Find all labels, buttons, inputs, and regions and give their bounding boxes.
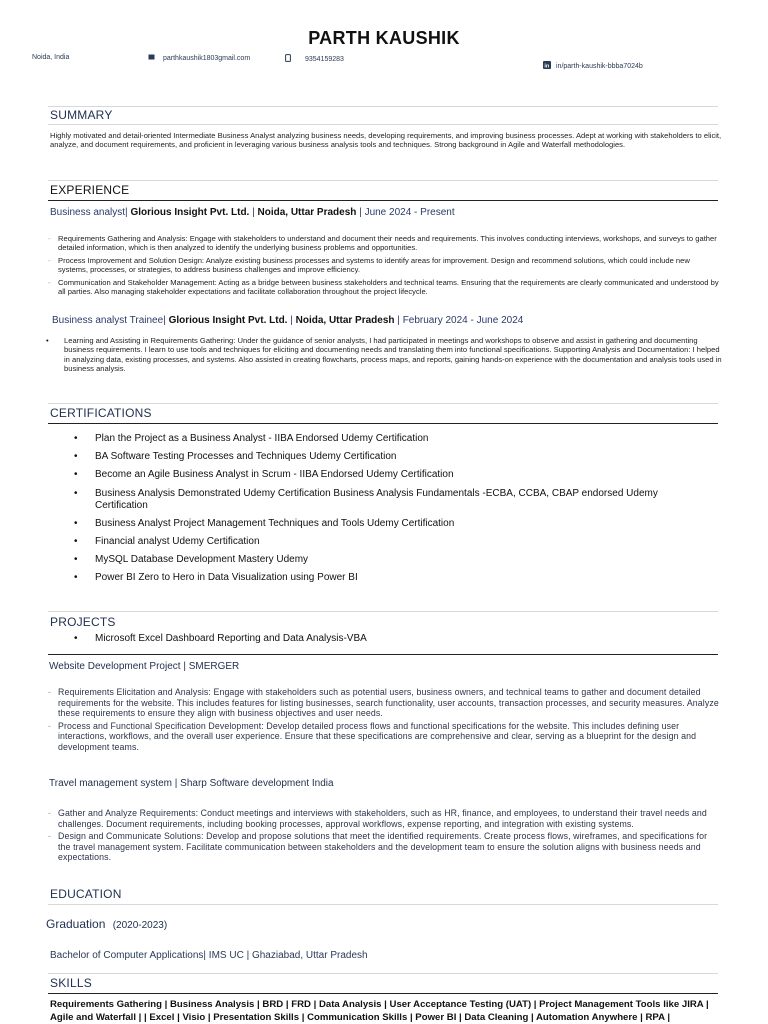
certifications-heading: CERTIFICATIONS bbox=[50, 406, 152, 420]
skills-text: Requirements Gathering | Business Analysis | BRD | FRD | Data Analysis | User Acceptance Testing (UAT) | Project Management Tools like JIRA | Agile and Waterfall | | Excel | Visio | Presentation Skills | Communication Skills | Power BI | Data Cleaning | Automation Anywhere | RPA | bbox=[50, 999, 709, 1023]
project2-bullets bbox=[48, 808, 722, 865]
svg-text:in: in bbox=[544, 63, 550, 69]
list-item: • Business Analysis Demonstrated Udemy Certification Business Analysis Fundamentals -ECBA, CCBA, CBAP endorsed Udemy Certification bbox=[74, 488, 694, 512]
education-degree: Graduation bbox=[46, 917, 106, 931]
project1-org: SMERGER bbox=[188, 661, 240, 672]
list-item: • Microsoft Excel Dashboard Reporting and Data Analysis-VBA bbox=[74, 633, 367, 644]
list-item: • Learning and Assisting in Requirements Gathering: Under the guidance of senior analysts, I had participated in meetings and workshops to observe and assist in gathering and documenting business requirements. I learn to use tools and techniques for eliciting and documenting needs and translating them into functional specifications. Supporting Analysis and Documentation: I helped in analyzing data, existing processes, and systems. Also assisted in creating flowcharts, process maps, and reports, gaining hands-on experience with the documentation and analysis tools used in business analysis. bbox=[46, 336, 722, 374]
list-item: - Design and Communicate Solutions: Develop and propose solutions that meet the identified requirements. Create process flows, wireframes, and specifications for the travel management system. Facilitate communication between stakeholders and the development team to ensure the solution aligns with business needs and expectations. bbox=[48, 831, 722, 863]
divider bbox=[48, 973, 718, 974]
divider bbox=[48, 423, 718, 424]
education-detail: Bachelor of Computer Applications| IMS UC | Ghaziabad, Uttar Pradesh bbox=[50, 950, 368, 961]
phone-contact[interactable] bbox=[285, 54, 344, 64]
list-item: • BA Software Testing Processes and Techniques Udemy Certification bbox=[74, 451, 694, 463]
linkedin-text: in/parth-kaushik-bbba7024b bbox=[556, 62, 643, 70]
email-icon bbox=[148, 54, 155, 62]
projects-heading: PROJECTS bbox=[50, 615, 116, 629]
divider bbox=[48, 124, 718, 125]
job2-header: Business analyst Trainee| Glorious Insight Pvt. Ltd. | Noida, Uttar Pradesh | February 2024 - June 2024 bbox=[52, 315, 524, 326]
job1-header: Business analyst| Glorious Insight Pvt. Ltd. | Noida, Uttar Pradesh | June 2024 - Present bbox=[50, 207, 455, 218]
linkedin-contact[interactable] bbox=[543, 61, 643, 71]
education-heading: EDUCATION bbox=[50, 887, 122, 901]
job1-dates: June 2024 - Present bbox=[364, 207, 455, 218]
phone-text: 9354159283 bbox=[305, 55, 344, 63]
list-item: • Become an Agile Business Analyst in Scrum - IIBA Endorsed Udemy Certification bbox=[74, 469, 694, 481]
job1-role: Business analyst bbox=[50, 207, 126, 218]
project2-title: Travel management system | Sharp Software development India bbox=[49, 778, 334, 789]
divider bbox=[48, 200, 718, 201]
divider bbox=[48, 106, 718, 107]
divider bbox=[48, 180, 718, 181]
projects-list bbox=[74, 633, 367, 644]
job1-bullets bbox=[48, 234, 720, 299]
phone-icon bbox=[285, 54, 291, 64]
education-degree-line bbox=[46, 917, 167, 931]
job2-role: Business analyst Trainee bbox=[52, 315, 164, 326]
list-item: - Process Improvement and Solution Design: Analyze existing business processes and systems to identify areas for improvement. Design and recommend solutions, which could include new systems, processes, or strategies, to address business challenges and improve efficiency. bbox=[48, 256, 720, 275]
list-item: • Financial analyst Udemy Certification bbox=[74, 536, 694, 548]
job1-location: Noida, Uttar Pradesh bbox=[257, 207, 357, 218]
project1-title: Website Development Project bbox=[49, 661, 181, 672]
list-item: - Requirements Gathering and Analysis: Engage with stakeholders to understand and document their needs and requirements. This involves conducting interviews, workshops, and surveys to gather detailed information, which is then analyzed to identify the underlying business problems and opportunities. bbox=[48, 234, 720, 253]
summary-text: Highly motivated and detail-oriented Intermediate Business Analyst analyzing business needs, developing requirements, and improving business processes. Adept at working with stakeholders to elicit, analyze, and document requirements, and proficient in leveraging various business analysis tools and techniques. Strong background in Agile and Waterfall methodologies. bbox=[50, 131, 722, 150]
job2-bullets bbox=[46, 336, 722, 374]
list-item: - Requirements Elicitation and Analysis: Engage with stakeholders such as potential users, business owners, and technical teams to gather and document detailed requirements for the website. This includes features for listing businesses, search functionality, user accounts, transaction processes, and security measures. Analyze these requirements to ensure they align with business objectives and user needs. bbox=[48, 687, 722, 719]
divider bbox=[48, 654, 718, 655]
list-item: • Plan the Project as a Business Analyst - IIBA Endorsed Udemy Certification bbox=[74, 433, 694, 445]
location: Noida, India bbox=[32, 54, 70, 61]
email-contact[interactable] bbox=[148, 54, 250, 62]
list-item: - Communication and Stakeholder Management: Acting as a bridge between business stakeholders and technical teams. Ensuring that the requirements are clearly communicated and understood by all parties. Also managing stakeholder expectations and facilitate collaboration throughout the project lifecycle. bbox=[48, 278, 720, 297]
skills-heading: SKILLS bbox=[50, 976, 92, 990]
candidate-name: PARTH KAUSHIK bbox=[308, 28, 460, 48]
list-item: • Power BI Zero to Hero in Data Visualization using Power BI bbox=[74, 572, 694, 584]
certifications-list bbox=[74, 433, 694, 591]
linkedin-icon bbox=[543, 61, 551, 71]
summary-heading: SUMMARY bbox=[50, 108, 113, 122]
email-text: parthkaushik1803gmail.com bbox=[163, 54, 251, 62]
list-item: - Gather and Analyze Requirements: Conduct meetings and interviews with stakeholders, such as HR, finance, and employees, to understand their travel needs and challenges. Document requirements, including booking processes, approval workflows, expense reporting, and integration with existing systems. bbox=[48, 808, 722, 829]
job1-company: Glorious Insight Pvt. Ltd. bbox=[130, 207, 250, 218]
divider bbox=[48, 904, 718, 905]
project1-bullets bbox=[48, 687, 722, 755]
divider bbox=[48, 403, 718, 404]
list-item: - Process and Functional Specification Development: Develop detailed process flows and functional specifications for the website. This includes defining user interactions, workflows, and the overall user experience. Ensure that these specifications are comprehensive and clear, serving as a blueprint for the design and development teams. bbox=[48, 721, 722, 753]
job2-company: Glorious Insight Pvt. Ltd. bbox=[168, 315, 288, 326]
job2-dates: February 2024 - June 2024 bbox=[402, 315, 524, 326]
list-item: • Business Analyst Project Management Techniques and Tools Udemy Certification bbox=[74, 518, 694, 530]
list-item: • MySQL Database Development Mastery Udemy bbox=[74, 554, 694, 566]
divider bbox=[48, 993, 718, 994]
project1-header: Website Development Project | SMERGER bbox=[49, 661, 240, 672]
job2-location: Noida, Uttar Pradesh bbox=[295, 315, 395, 326]
experience-heading: EXPERIENCE bbox=[50, 183, 130, 197]
education-years: (2020-2023) bbox=[112, 920, 168, 931]
divider bbox=[48, 611, 718, 612]
